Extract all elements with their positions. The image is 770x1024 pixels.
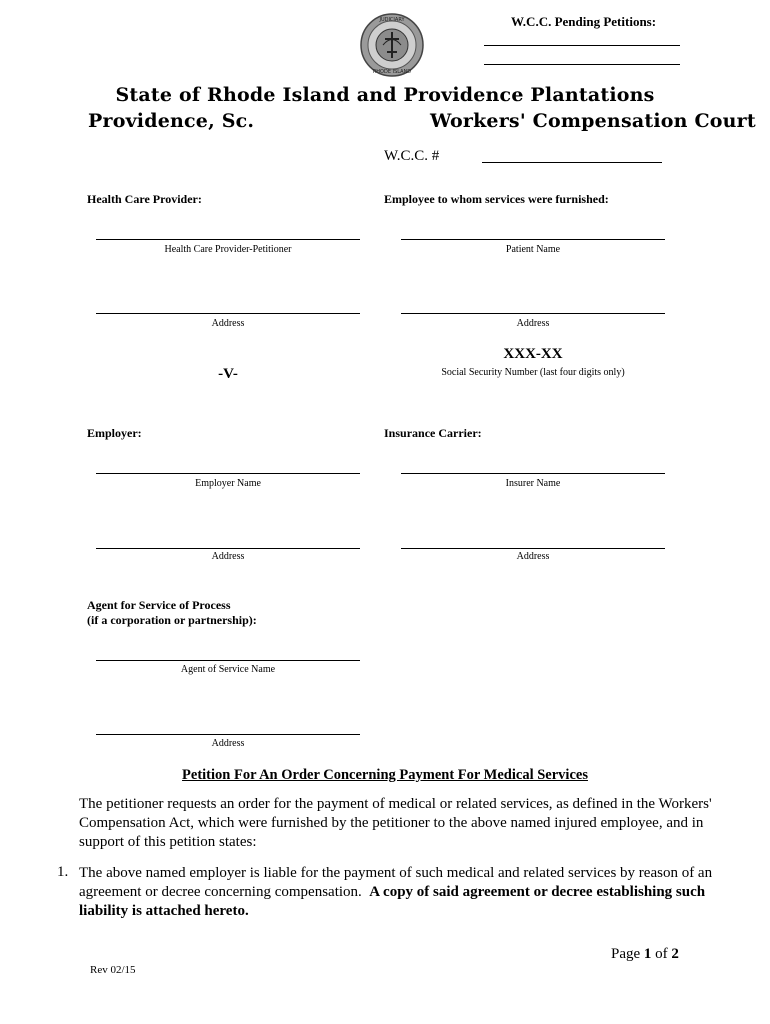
insurer-name-caption: Insurer Name xyxy=(505,478,561,489)
wcc-number-label: W.C.C. # xyxy=(384,148,440,164)
state-title: State of Rhode Island and Providence Plantations xyxy=(115,84,655,106)
provider-address-field[interactable] xyxy=(96,313,360,314)
petition-title: Petition For An Order Concerning Payment For Medical Services xyxy=(182,767,588,783)
item-1-line-3: liability is attached hereto. xyxy=(79,903,249,919)
employer-name-caption: Employer Name xyxy=(195,478,261,489)
patient-address-caption: Address xyxy=(516,318,550,329)
page-total: 2 xyxy=(671,946,679,962)
patient-name-caption: Patient Name xyxy=(505,244,561,255)
patient-address-field[interactable] xyxy=(401,313,665,314)
agent-address-field[interactable] xyxy=(96,734,360,735)
seal-text-bottom: RHODE ISLAND xyxy=(372,69,412,75)
versus-label: -V- xyxy=(218,366,238,382)
agent-name-field[interactable] xyxy=(96,660,360,661)
intro-line-3: support of this petition states: xyxy=(79,834,257,850)
page-word: Page xyxy=(611,946,641,962)
pending-petitions-line-1[interactable] xyxy=(484,45,680,46)
item-1-line-2 xyxy=(79,883,749,902)
employer-address-field[interactable] xyxy=(96,548,360,549)
item-1-line-2-bold: A copy of said agreement or decree establishing such xyxy=(369,884,706,900)
item-1-number: 1. xyxy=(57,864,69,880)
page-number xyxy=(611,946,679,963)
provider-heading: Health Care Provider: xyxy=(87,192,202,206)
insurer-address-field[interactable] xyxy=(401,548,665,549)
provider-name-caption: Health Care Provider-Petitioner xyxy=(164,244,292,255)
provider-address-caption: Address xyxy=(211,318,245,329)
pending-petitions-line-2[interactable] xyxy=(484,64,680,65)
insurer-heading: Insurance Carrier: xyxy=(384,426,482,440)
page-of: of xyxy=(655,946,668,962)
employer-name-field[interactable] xyxy=(96,473,360,474)
intro-line-2: Compensation Act, which were furnished by the petitioner to the above named injured employee, and in xyxy=(79,815,704,831)
agent-heading-line-2: (if a corporation or partnership): xyxy=(87,613,257,627)
county-title: Providence, Sc. xyxy=(88,110,255,132)
patient-name-field[interactable] xyxy=(401,239,665,240)
item-1-text xyxy=(79,864,749,921)
agent-heading-line-1: Agent for Service of Process xyxy=(87,598,231,612)
pending-petitions-label: W.C.C. Pending Petitions: xyxy=(511,14,657,29)
seal-text-top: JUDICIARY xyxy=(379,17,405,23)
court-title: Workers' Compensation Court xyxy=(430,110,756,132)
ssn-value[interactable]: XXX-XX xyxy=(503,346,563,362)
agent-name-caption: Agent of Service Name xyxy=(180,664,276,675)
ssn-caption: Social Security Number (last four digits only) xyxy=(441,367,625,378)
employer-heading: Employer: xyxy=(87,426,142,440)
insurer-address-caption: Address xyxy=(516,551,550,562)
provider-name-field[interactable] xyxy=(96,239,360,240)
intro-line-1: The petitioner requests an order for the payment of medical or related services, as defined in the Workers' xyxy=(79,796,712,812)
wcc-number-field[interactable] xyxy=(482,162,662,163)
item-1-line-1: The above named employer is liable for the payment of such medical and related services by reason of an xyxy=(79,865,713,881)
petition-intro xyxy=(79,795,739,852)
employer-address-caption: Address xyxy=(211,551,245,562)
employee-heading: Employee to whom services were furnished: xyxy=(384,192,609,206)
item-1-line-2-plain: agreement or decree concerning compensation. xyxy=(79,884,362,900)
revision-label: Rev 02/15 xyxy=(90,964,136,976)
page-current: 1 xyxy=(643,946,652,962)
court-seal-icon xyxy=(359,12,425,78)
agent-address-caption: Address xyxy=(211,738,245,749)
insurer-name-field[interactable] xyxy=(401,473,665,474)
